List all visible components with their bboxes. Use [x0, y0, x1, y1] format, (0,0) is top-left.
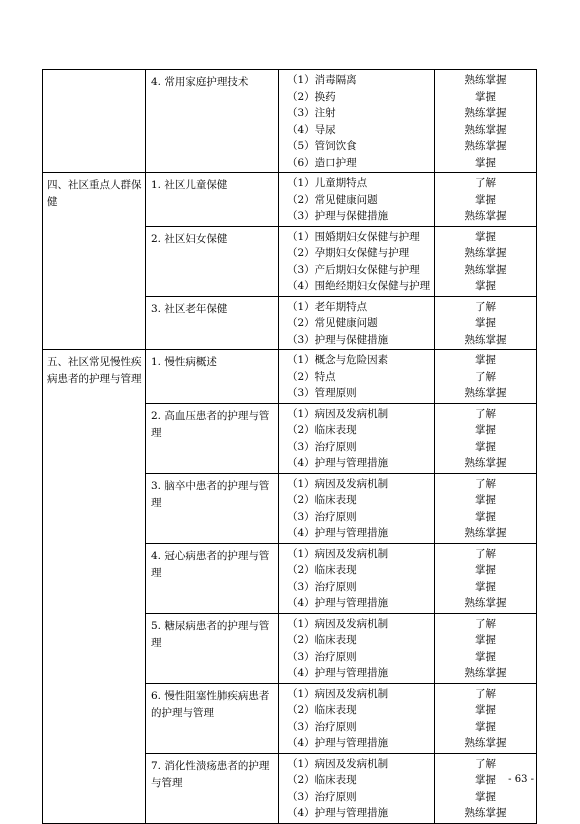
knowledge-point: （1）病因及发病机制 [287, 547, 389, 560]
points-list [279, 474, 434, 543]
knowledge-point: （1）围婚期妇女保健与护理 [287, 230, 420, 243]
mastery-level: 熟练掌握 [464, 123, 507, 136]
mastery-level: 熟练掌握 [464, 737, 507, 749]
mastery-level: 了解 [475, 177, 496, 189]
knowledge-point: （3）治疗原则 [287, 790, 357, 803]
unit-cell [43, 70, 146, 173]
mastery-level: 熟练掌握 [464, 74, 507, 86]
topic-label: 7. 消化性溃疡患者的护理与管理 [151, 759, 270, 789]
levels-list [435, 350, 536, 403]
knowledge-point: （1）病因及发病机制 [287, 687, 389, 700]
knowledge-point: （3）治疗原则 [287, 510, 357, 523]
knowledge-point: （4）护理与管理措施 [287, 457, 389, 469]
knowledge-point: （4）护理与管理措施 [287, 527, 389, 539]
levels-list [435, 474, 536, 543]
knowledge-point: （3）治疗原则 [287, 650, 357, 663]
mastery-level: 熟练掌握 [464, 527, 507, 539]
levels-list [435, 173, 536, 226]
levels-list [435, 544, 536, 613]
knowledge-point: （2）换药 [287, 90, 336, 103]
mastery-level: 掌握 [475, 564, 496, 576]
topic-label: 1. 社区儿童保健 [151, 179, 228, 191]
points-cell [279, 350, 435, 404]
mastery-level: 熟练掌握 [464, 667, 507, 679]
knowledge-point: （1）老年期特点 [287, 300, 368, 313]
knowledge-point: （3）治疗原则 [287, 580, 357, 593]
mastery-level: 掌握 [475, 354, 496, 366]
topic-label: 1. 慢性病概述 [151, 356, 217, 368]
topic-cell [146, 70, 279, 173]
topic-label: 3. 社区老年保健 [151, 302, 228, 315]
knowledge-point: （1）病因及发病机制 [287, 617, 389, 630]
topic-label: 4. 常用家庭护理技术 [151, 76, 249, 88]
points-list [279, 227, 434, 296]
knowledge-point: （5）管饲饮食 [287, 140, 357, 152]
mastery-level: 掌握 [475, 510, 496, 523]
mastery-level: 了解 [475, 477, 496, 490]
points-cell [279, 173, 435, 227]
levels-cell [435, 473, 537, 543]
levels-list [435, 684, 536, 753]
levels-cell [435, 683, 537, 753]
mastery-level: 熟练掌握 [464, 457, 507, 469]
table-row [43, 350, 537, 404]
knowledge-point: （3）管理原则 [287, 387, 357, 399]
points-cell [279, 226, 435, 296]
mastery-level: 掌握 [475, 634, 496, 646]
points-list [279, 684, 434, 753]
topic-label: 2. 高血压患者的护理与管理 [151, 409, 270, 439]
table-row [43, 70, 537, 173]
levels-cell [435, 70, 537, 173]
knowledge-point: （2）临床表现 [287, 774, 357, 786]
knowledge-point: （4）护理与管理措施 [287, 807, 389, 819]
knowledge-point: （3）治疗原则 [287, 440, 357, 453]
page-number: - 63 - [508, 774, 534, 785]
knowledge-point: （4）护理与管理措施 [287, 737, 389, 749]
topic-label: 4. 冠心病患者的护理与管理 [151, 549, 270, 579]
mastery-level: 了解 [475, 300, 496, 313]
points-list [279, 614, 434, 683]
levels-cell [435, 613, 537, 683]
mastery-level: 掌握 [475, 317, 496, 329]
mastery-level: 熟练掌握 [464, 387, 507, 399]
unit-cell [43, 350, 146, 824]
mastery-level: 熟练掌握 [464, 140, 507, 152]
levels-cell [435, 350, 537, 404]
unit-cell [43, 173, 146, 350]
knowledge-point: （2）常见健康问题 [287, 193, 378, 206]
points-list [279, 754, 434, 823]
mastery-level: 掌握 [475, 424, 496, 436]
mastery-level: 了解 [475, 547, 496, 560]
topic-cell [146, 350, 279, 404]
points-list [279, 404, 434, 473]
points-cell [279, 613, 435, 683]
topic-cell [146, 173, 279, 227]
knowledge-point: （4）护理与管理措施 [287, 597, 389, 609]
levels-cell [435, 403, 537, 473]
knowledge-point: （1）病因及发病机制 [287, 407, 389, 420]
knowledge-point: （3）治疗原则 [287, 720, 357, 733]
mastery-level: 掌握 [475, 440, 496, 453]
mastery-level: 了解 [475, 617, 496, 630]
topic-cell [146, 226, 279, 296]
points-cell [279, 753, 435, 823]
points-list [279, 70, 434, 172]
table-row [43, 173, 537, 227]
points-list [279, 297, 434, 350]
levels-list [435, 754, 536, 823]
knowledge-point: （2）特点 [287, 370, 336, 383]
knowledge-point: （2）临床表现 [287, 704, 357, 716]
levels-list [435, 614, 536, 683]
knowledge-point: （6）造口护理 [287, 156, 357, 169]
points-list [279, 350, 434, 403]
knowledge-point: （3）注射 [287, 107, 336, 119]
topic-label: 6. 慢性阻塞性肺疾病患者的护理与管理 [151, 689, 270, 719]
knowledge-point: （3）产后期妇女保健与护理 [287, 263, 420, 276]
points-cell [279, 403, 435, 473]
topic-cell [146, 683, 279, 753]
levels-cell [435, 173, 537, 227]
knowledge-point: （1）病因及发病机制 [287, 757, 389, 770]
knowledge-point: （4）围绝经期妇女保健与护理 [287, 280, 431, 292]
points-list [279, 173, 434, 226]
mastery-level: 熟练掌握 [464, 597, 507, 609]
knowledge-point: （2）常见健康问题 [287, 317, 378, 329]
mastery-level: 熟练掌握 [464, 247, 507, 259]
topic-cell [146, 403, 279, 473]
levels-list [435, 297, 536, 350]
mastery-level: 了解 [475, 407, 496, 420]
topic-label: 5. 糖尿病患者的护理与管理 [151, 619, 270, 649]
topic-cell [146, 613, 279, 683]
mastery-level: 熟练掌握 [464, 210, 507, 222]
mastery-level: 掌握 [475, 280, 496, 292]
unit-label [43, 70, 145, 74]
levels-cell [435, 296, 537, 350]
points-cell [279, 473, 435, 543]
mastery-level: 掌握 [475, 193, 496, 206]
mastery-level: 了解 [475, 687, 496, 700]
knowledge-point: （4）导尿 [287, 123, 336, 136]
mastery-level: 了解 [475, 370, 496, 383]
points-cell [279, 683, 435, 753]
knowledge-point: （2）临床表现 [287, 424, 357, 436]
points-list [279, 544, 434, 613]
levels-list [435, 227, 536, 296]
points-cell [279, 543, 435, 613]
mastery-level: 掌握 [475, 494, 496, 506]
mastery-level: 掌握 [475, 230, 496, 243]
mastery-level: 熟练掌握 [464, 107, 507, 119]
knowledge-point: （1）儿童期特点 [287, 177, 368, 189]
mastery-level: 熟练掌握 [464, 263, 507, 276]
syllabus-table [42, 69, 537, 824]
knowledge-point: （2）临床表现 [287, 564, 357, 576]
mastery-level: 掌握 [475, 774, 496, 786]
topic-label: 2. 社区妇女保健 [151, 232, 228, 245]
knowledge-point: （1）消毒隔离 [287, 74, 357, 86]
mastery-level: 熟练掌握 [464, 807, 507, 819]
knowledge-point: （1）概念与危险因素 [287, 354, 389, 366]
levels-cell [435, 753, 537, 823]
levels-cell [435, 543, 537, 613]
mastery-level: 掌握 [475, 90, 496, 103]
knowledge-point: （4）护理与管理措施 [287, 667, 389, 679]
mastery-level: 掌握 [475, 720, 496, 733]
points-cell [279, 70, 435, 173]
mastery-level: 掌握 [475, 650, 496, 663]
knowledge-point: （2）临床表现 [287, 494, 357, 506]
levels-list [435, 70, 536, 172]
mastery-level: 掌握 [475, 790, 496, 803]
topic-cell [146, 296, 279, 350]
topic-cell [146, 753, 279, 823]
knowledge-point: （3）护理与保健措施 [287, 210, 389, 222]
mastery-level: 了解 [475, 757, 496, 770]
mastery-level: 熟练掌握 [464, 333, 507, 346]
mastery-level: 掌握 [475, 704, 496, 716]
knowledge-point: （2）孕期妇女保健与护理 [287, 247, 410, 259]
topic-cell [146, 543, 279, 613]
unit-label: 四、社区重点人群保健 [47, 179, 142, 208]
knowledge-point: （1）病因及发病机制 [287, 477, 389, 490]
knowledge-point: （3）护理与保健措施 [287, 333, 389, 346]
topic-cell [146, 473, 279, 543]
levels-cell [435, 226, 537, 296]
syllabus-table-body [43, 70, 537, 824]
knowledge-point: （2）临床表现 [287, 634, 357, 646]
topic-label: 3. 脑卒中患者的护理与管理 [151, 479, 270, 509]
levels-list [435, 404, 536, 473]
mastery-level: 掌握 [475, 156, 496, 169]
mastery-level: 掌握 [475, 580, 496, 593]
points-cell [279, 296, 435, 350]
unit-label: 五、社区常见慢性疾病患者的护理与管理 [47, 356, 142, 385]
